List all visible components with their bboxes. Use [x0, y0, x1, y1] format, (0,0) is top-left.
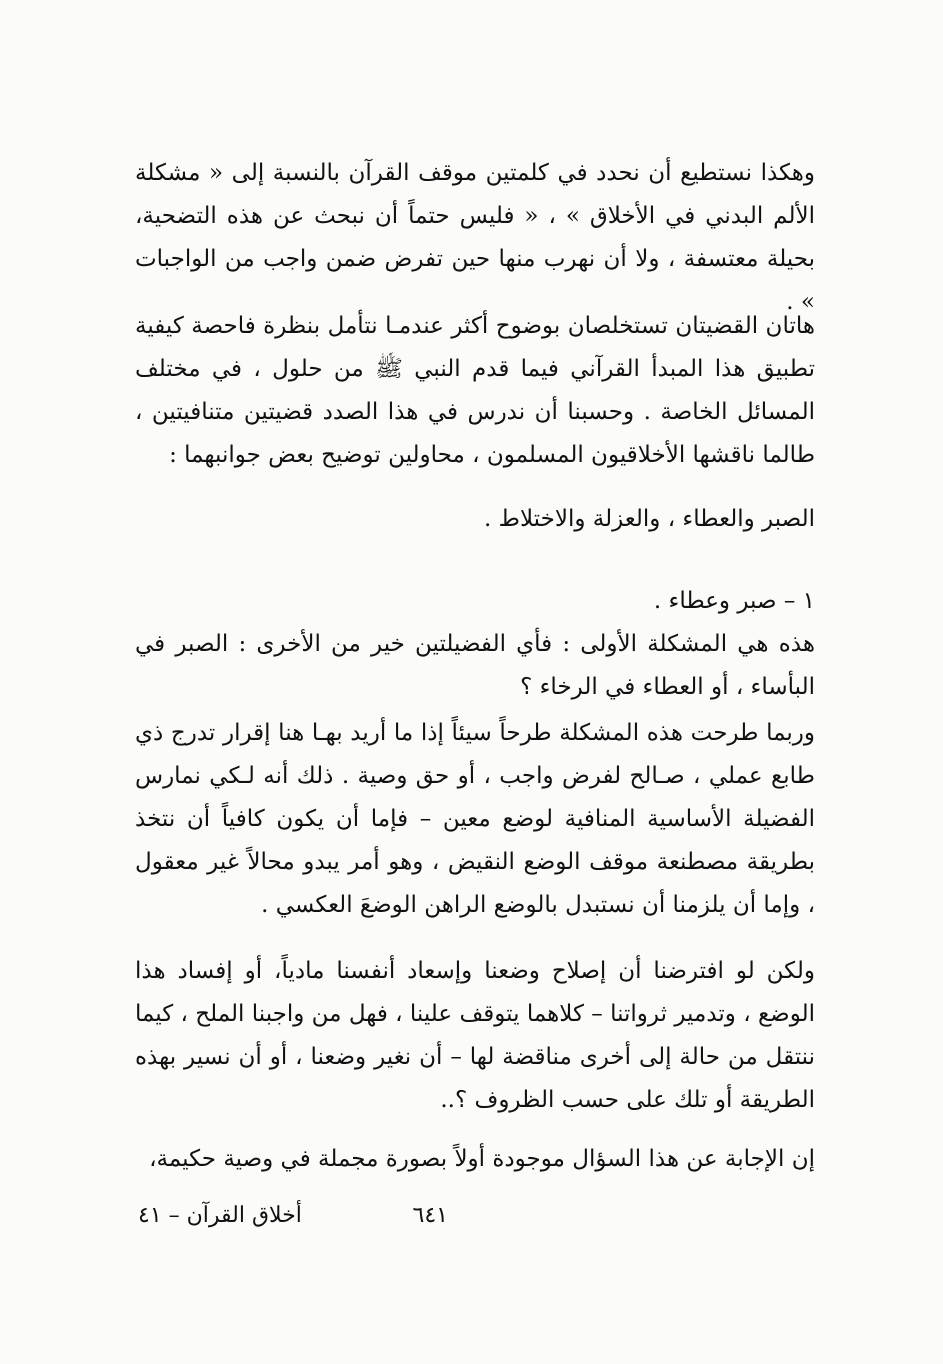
paragraph-2: [135, 305, 815, 477]
paragraph-3: [135, 498, 815, 541]
running-title: أخلاق القرآن – ٤١: [138, 1203, 302, 1228]
paragraph-text: وهكذا نستطيع أن نحدد في كلمتين موقف القرآن بالنسبة إلى « مشكلة الألم البدني في الأخلاق » ، « فليس حتماً أن نبحث عن هذه التضحية، بحيلة معتسفة ، ولا أن نهرب منها حين تفرض ضمن واجب من الواجبات » .: [135, 160, 815, 315]
paragraph-8: [135, 1138, 815, 1181]
paragraph-6: [135, 712, 815, 927]
page-number: ٦٤١: [412, 1203, 448, 1228]
page-footer: [128, 1203, 808, 1243]
paragraph-1: [135, 152, 815, 324]
paragraph-text: ولكن لو افترضنا أن إصلاح وضعنا وإسعاد أنفسنا مادياً، أو إفساد هذا الوضع ، وتدمير ثرواتنا – كلاهما يتوقف علينا ، فهل من واجبنا الملح ، كيما ننتقل من حالة إلى أخرى مناقضة لها – أن نغير وضعنا ، أو أن نسير بهذه الطريقة أو تلك على حسب الظروف ؟..: [135, 958, 815, 1113]
paragraph-7: [135, 950, 815, 1122]
paragraph-text: الصبر والعطاء ، والعزلة والاختلاط .: [484, 506, 815, 532]
section-heading-text: ١ – صبر وعطاء .: [653, 588, 815, 614]
paragraph-text: هذه هي المشكلة الأولى : فأي الفضيلتين خير من الأخرى : الصبر في البأساء ، أو العطاء في الرخاء ؟: [135, 631, 815, 700]
paragraph-5: [135, 623, 815, 709]
section-heading: [135, 580, 815, 623]
paragraph-text: إن الإجابة عن هذا السؤال موجودة أولاً بصورة مجملة في وصية حكيمة،: [149, 1146, 815, 1172]
paragraph-text: وربما طرحت هذه المشكلة طرحاً سيئاً إذا ما أريد بهـا هنا إقرار تدرج ذي طابع عملي ، صـالح لفرض واجب ، أو حق وصية . ذلك أنه لـكي نمارس الفضيلة الأساسية المنافية لوضع معين – فإما أن يكون كافياً أن نتخذ بطريقة مصطنعة موقف الوضع النقيض ، وهو أمر يبدو محالاً غير معقول ، وإما أن يلزمنا أن نستبدل بالوضع الراهن الوضعَ العكسي .: [135, 720, 815, 918]
paragraph-text: هاتان القضيتان تستخلصان بوضوح أكثر عندمـا نتأمل بنظرة فاحصة كيفية تطبيق هذا المبدأ القرآني فيما قدم النبي ﷺ من حلول ، في مختلف المسائل الخاصة . وحسبنا أن ندرس في هذا الصدد قضيتين متنافيتين ، طالما ناقشها الأخلاقيون المسلمون ، محاولين توضيح بعض جوانبهما :: [135, 313, 815, 468]
